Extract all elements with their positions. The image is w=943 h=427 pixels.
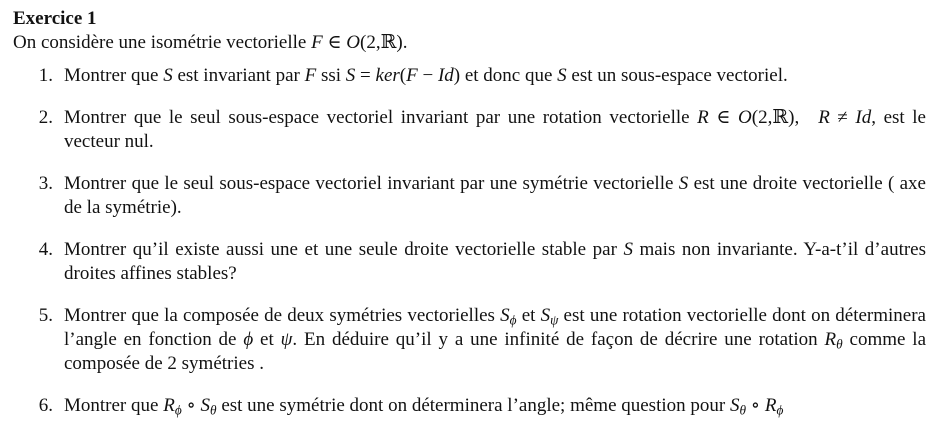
text-run: ψ: [280, 329, 293, 350]
text-run: ϕ: [243, 329, 254, 350]
item-text: [64, 172, 926, 220]
text-run: F: [406, 65, 418, 86]
text-run: ≠: [829, 107, 856, 128]
text-run: Id: [855, 107, 872, 128]
text-run: S: [163, 65, 173, 86]
text-run: comme la composée de 2 symétries .: [64, 329, 926, 374]
text-run: Montrer que: [64, 395, 164, 416]
text-run: (2,ℝ),: [751, 107, 819, 128]
text-run: =: [355, 65, 376, 86]
text-run: S: [623, 239, 633, 260]
text-run: et: [516, 305, 541, 326]
text-run: ker: [375, 65, 400, 86]
item-number: 4.: [38, 239, 53, 260]
text-run: S: [557, 65, 567, 86]
text-run: On considère une isométrie vectorielle: [13, 32, 312, 53]
text-run: Montrer que le seul sous-espace vectoriel invariant par une rotation vectorielle: [64, 107, 698, 128]
text-run: S: [678, 173, 689, 194]
text-run: Montrer que le seul sous-espace vectoriel invariant par une symétrie vectorielle: [64, 173, 679, 194]
text-run: est une droite vectorielle ( axe de la symétrie).: [64, 173, 926, 218]
exercise-title: Exercice 1: [13, 8, 97, 29]
exercise-item: [13, 172, 926, 220]
text-run: et: [253, 329, 281, 350]
text-run: Montrer que la composée de deux symétries vectorielles: [64, 305, 501, 326]
text-run: S: [500, 305, 510, 326]
text-run: Id: [437, 65, 454, 86]
item-text: [64, 64, 926, 88]
text-run: ∈: [322, 32, 347, 53]
text-run: S: [729, 395, 740, 416]
item-text: [64, 304, 926, 376]
text-run: (2,ℝ).: [360, 32, 408, 53]
text-run: est une rotation vectorielle dont on déterminera l’angle en fonction de: [64, 305, 926, 350]
exercise-item: [13, 106, 926, 154]
exercise-item: [13, 304, 926, 376]
text-run: θ: [739, 402, 747, 418]
item-text: [64, 238, 926, 286]
text-run: R: [764, 395, 777, 416]
text-run: , est le vecteur nul.: [64, 107, 926, 152]
exercise-item: [13, 394, 926, 418]
text-run: O: [346, 32, 361, 53]
text-run: R: [818, 107, 830, 128]
item-text: [64, 394, 926, 418]
exercise-items: [13, 64, 926, 418]
text-run: . En déduire qu’il y a une infinité de façon de décrire une rotation: [292, 329, 825, 350]
text-run: S: [540, 305, 551, 326]
text-run: S: [345, 65, 356, 86]
exercise-intro: [13, 31, 926, 55]
text-run: S: [200, 395, 211, 416]
text-run: F: [304, 65, 317, 86]
text-run: est un sous-espace vectoriel.: [566, 65, 788, 86]
text-run: ssi: [316, 65, 346, 86]
text-run: R: [824, 329, 837, 350]
text-run: R: [163, 395, 175, 416]
text-run: θ: [210, 402, 217, 418]
item-number: 1.: [38, 65, 53, 86]
text-run: R: [697, 107, 709, 128]
text-run: ∘: [746, 395, 765, 416]
text-run: F: [311, 32, 323, 53]
item-text: [64, 106, 926, 154]
exercise-item: [13, 238, 926, 286]
text-run: ϕ: [174, 402, 182, 418]
text-run: (: [399, 65, 407, 86]
text-run: mais non invariante. Y-a-t’il d’autres droites affines stables?: [64, 239, 927, 284]
item-number: 3.: [38, 173, 53, 194]
text-run: Montrer qu’il existe aussi une et une seule droite vectorielle stable par: [64, 239, 624, 260]
text-run: est invariant par: [172, 65, 305, 86]
exercise-item: [13, 64, 926, 88]
item-number: 5.: [38, 305, 53, 326]
text-run: −: [417, 65, 438, 86]
text-run: O: [738, 107, 752, 128]
text-run: Montrer que: [64, 65, 164, 86]
item-number: 2.: [38, 107, 53, 128]
text-run: ψ: [550, 312, 559, 328]
text-run: ∈: [708, 107, 739, 128]
item-number: 6.: [38, 395, 53, 416]
text-run: ϕ: [776, 402, 784, 418]
text-run: θ: [836, 336, 843, 352]
text-run: ϕ: [509, 312, 517, 328]
text-run: est une symétrie dont on déterminera l’angle; même question pour: [216, 395, 730, 416]
text-run: ∘: [181, 395, 201, 416]
text-run: ) et donc que: [453, 65, 558, 86]
